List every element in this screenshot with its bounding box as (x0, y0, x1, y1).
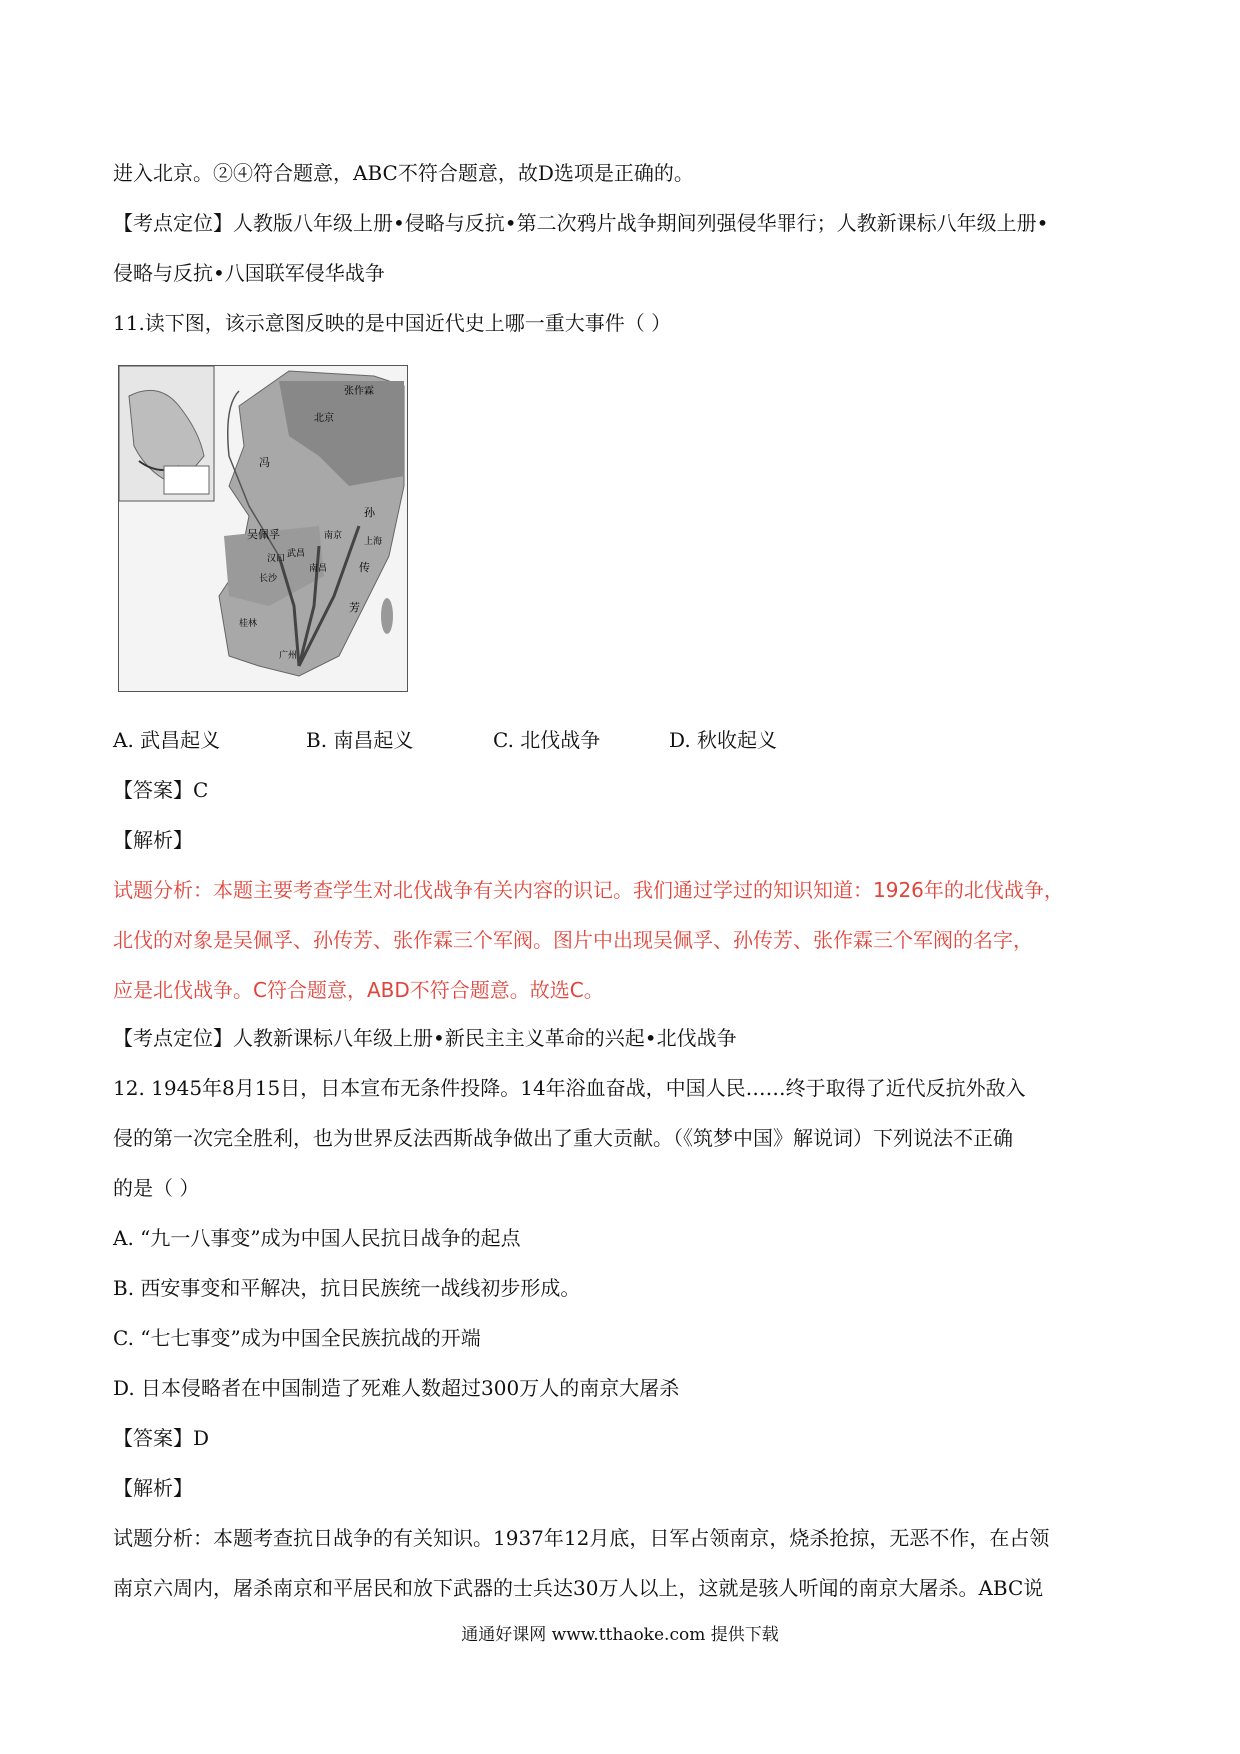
option-c: C. 北伐战争 (493, 728, 601, 752)
option-d: D. 日本侵略者在中国制造了死难人数超过300万人的南京大屠杀 (113, 1376, 680, 1400)
analysis-text: 北伐的对象是吴佩孚、孙传芳、张作霖三个军阀。图片中出现吴佩孚、孙传芳、张作霖三个军阀的名字， (113, 928, 1033, 952)
answer-label: 【答案】C (113, 778, 209, 802)
option-a: A. “九一八事变”成为中国人民抗日战争的起点 (113, 1226, 521, 1250)
map-label: 张作霖 (344, 386, 374, 397)
taiwan-island (381, 598, 393, 634)
northern-expedition-map (118, 365, 408, 692)
option-c: C. “七七事变”成为中国全民族抗战的开端 (113, 1326, 481, 1350)
map-label: 上海 (364, 537, 383, 547)
map-label: 吴佩孚 (247, 528, 280, 541)
map-label: 南昌 (309, 564, 328, 574)
analysis-label: 【解析】 (113, 828, 193, 852)
map-label: 桂林 (239, 619, 258, 629)
question-12: 侵的第一次完全胜利，也为世界反法西斯战争做出了重大贡献。（《筑梦中国》解说词）下列说法不正确 (113, 1126, 1013, 1150)
answer-label: 【答案】D (113, 1426, 210, 1450)
map-label: 孙 (364, 506, 375, 519)
map-label: 广州 (279, 651, 298, 661)
question-11: 11.读下图，该示意图反映的是中国近代史上哪一重大事件（ ） (113, 311, 672, 335)
map-label: 芳 (349, 601, 360, 614)
text-line: 进入北京。②④符合题意，ABC不符合题意，故D选项是正确的。 (113, 161, 694, 185)
text-line: 侵略与反抗•八国联军侵华战争 (113, 261, 385, 285)
map-label: 汉口 (267, 554, 286, 564)
map-label: 武昌 (287, 549, 306, 559)
knowledge-point: 【考点定位】人教新课标八年级上册•新民主主义革命的兴起•北伐战争 (113, 1026, 737, 1050)
analysis-text: 试题分析：本题主要考查学生对北伐战争有关内容的识记。我们通过学过的知识知道：1926年的北伐战争， (113, 878, 1064, 902)
option-b: B. 西安事变和平解决，抗日民族统一战线初步形成。 (113, 1276, 581, 1300)
inset-legend (164, 466, 209, 494)
map-label: 冯 (259, 456, 270, 469)
analysis-text: 南京六周内，屠杀南京和平居民和放下武器的士兵达30万人以上，这就是骇人听闻的南京大屠杀。ABC说 (113, 1576, 1044, 1600)
question-12: 12. 1945年8月15日，日本宣布无条件投降。14年浴血奋战，中国人民……终于取得了近代反抗外敌入 (113, 1076, 1026, 1100)
analysis-label: 【解析】 (113, 1476, 193, 1500)
map-label: 传 (359, 561, 370, 574)
map-label: 南京 (324, 531, 343, 541)
option-a: A. 武昌起义 (113, 728, 221, 752)
text-line: 【考点定位】人教版八年级上册•侵略与反抗•第二次鸦片战争期间列强侵华罪行；人教新课标八年级上册• (113, 211, 1049, 235)
page-footer: 通通好课网 www.tthaoke.com 提供下载 (461, 1625, 779, 1645)
map-graphic (119, 366, 407, 691)
map-label: 长沙 (259, 574, 278, 584)
analysis-text: 应是北伐战争。C符合题意，ABD不符合题意。故选C。 (113, 978, 604, 1002)
map-label: 北京 (314, 413, 334, 424)
question-12: 的是（ ） (113, 1176, 200, 1200)
option-d: D. 秋收起义 (669, 728, 778, 752)
analysis-text: 试题分析：本题考查抗日战争的有关知识。1937年12月底，日军占领南京，烧杀抢掠，无恶不作，在占领 (113, 1526, 1050, 1550)
option-b: B. 南昌起义 (306, 728, 414, 752)
